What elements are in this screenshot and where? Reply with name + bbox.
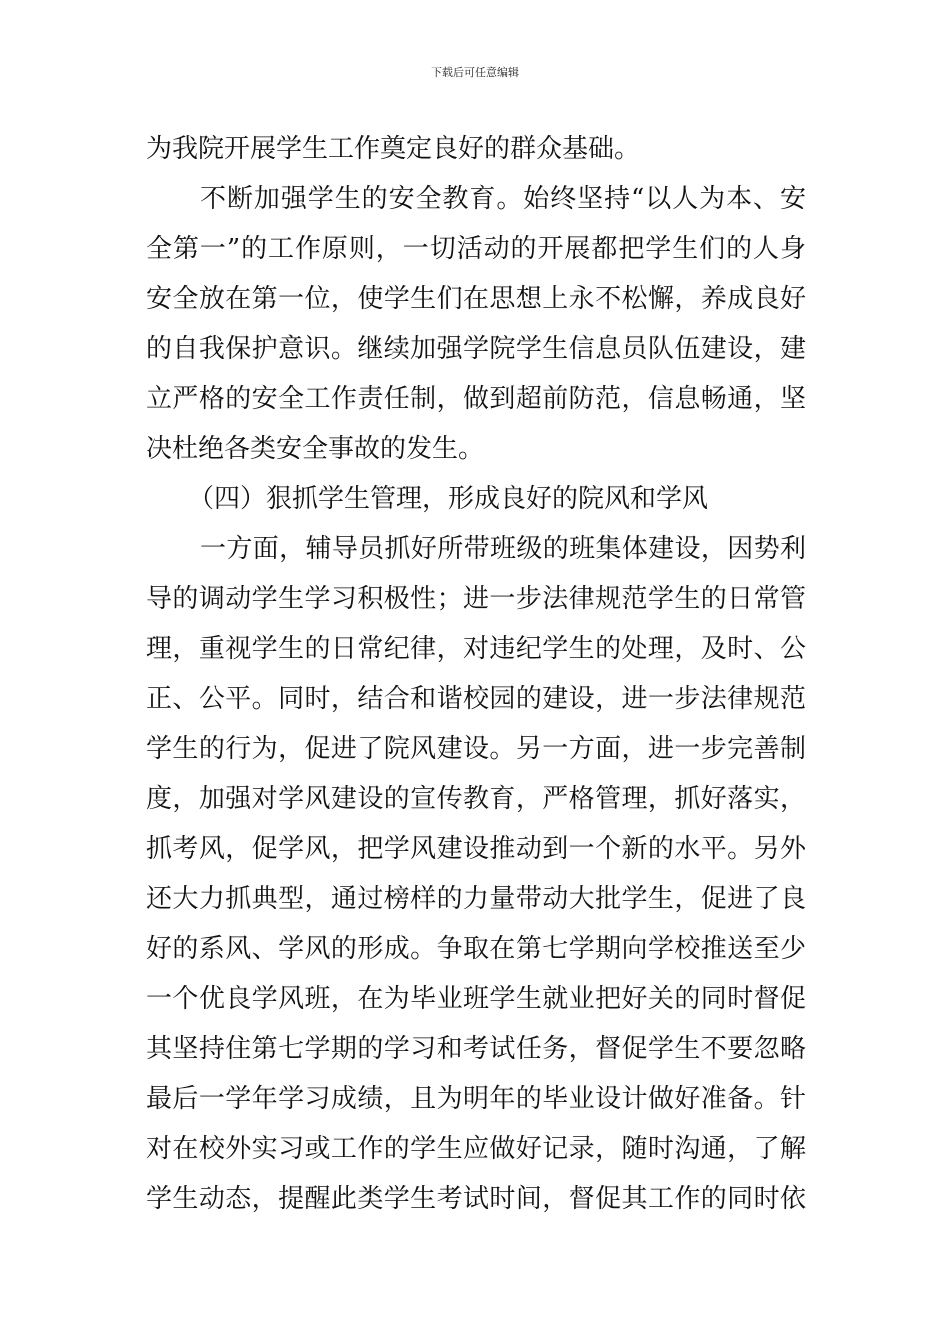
paragraph-line: 导的调动学生学习积极性；进一步法律规范学生的日常管 bbox=[146, 584, 806, 614]
paragraph-line: 一方面，辅导员抓好所带班级的班集体建设，因势利 bbox=[200, 534, 806, 564]
paragraph-line: 决杜绝各类安全事故的发生。 bbox=[146, 434, 485, 464]
page-header: 下载后可任意编辑 bbox=[431, 66, 519, 79]
paragraph-line: 度，加强对学风建设的宣传教育，严格管理，抓好落实， bbox=[146, 784, 806, 814]
paragraph-line: 全第一”的工作原则，一切活动的开展都把学生们的人身 bbox=[146, 234, 806, 264]
paragraph-line: 立严格的安全工作责任制，做到超前防范，信息畅通，坚 bbox=[146, 384, 806, 414]
paragraph-line: 的自我保护意识。继续加强学院学生信息员队伍建设，建 bbox=[146, 334, 806, 364]
paragraph-line: 安全放在第一位，使学生们在思想上永不松懈，养成良好 bbox=[146, 284, 806, 314]
paragraph-line: 学生动态，提醒此类学生考试时间，督促其工作的同时依 bbox=[146, 1184, 806, 1214]
paragraph-line: 其坚持住第七学期的学习和考试任务，督促学生不要忽略 bbox=[146, 1034, 806, 1064]
section-heading: （四）狠抓学生管理，形成良好的院风和学风 bbox=[188, 484, 709, 514]
paragraph-line: 最后一学年学习成绩，且为明年的毕业设计做好准备。针 bbox=[146, 1084, 806, 1114]
paragraph-line: 为我院开展学生工作奠定良好的群众基础。 bbox=[146, 134, 641, 164]
paragraph-line: 对在校外实习或工作的学生应做好记录，随时沟通，了解 bbox=[146, 1134, 806, 1164]
paragraph-line: 还大力抓典型，通过榜样的力量带动大批学生，促进了良 bbox=[146, 884, 806, 914]
paragraph-line: 一个优良学风班，在为毕业班学生就业把好关的同时督促 bbox=[146, 984, 806, 1014]
paragraph-line: 抓考风，促学风，把学风建设推动到一个新的水平。另外 bbox=[146, 834, 806, 864]
paragraph-line: 学生的行为，促进了院风建设。另一方面，进一步完善制 bbox=[146, 734, 806, 764]
paragraph-line: 正、公平。同时，结合和谐校园的建设，进一步法律规范 bbox=[146, 684, 806, 714]
paragraph-line: 理，重视学生的日常纪律，对违纪学生的处理，及时、公 bbox=[146, 634, 806, 664]
paragraph-line: 好的系风、学风的形成。争取在第七学期向学校推送至少 bbox=[146, 934, 806, 964]
paragraph-line: 不断加强学生的安全教育。始终坚持“以人为本、安 bbox=[200, 184, 806, 214]
